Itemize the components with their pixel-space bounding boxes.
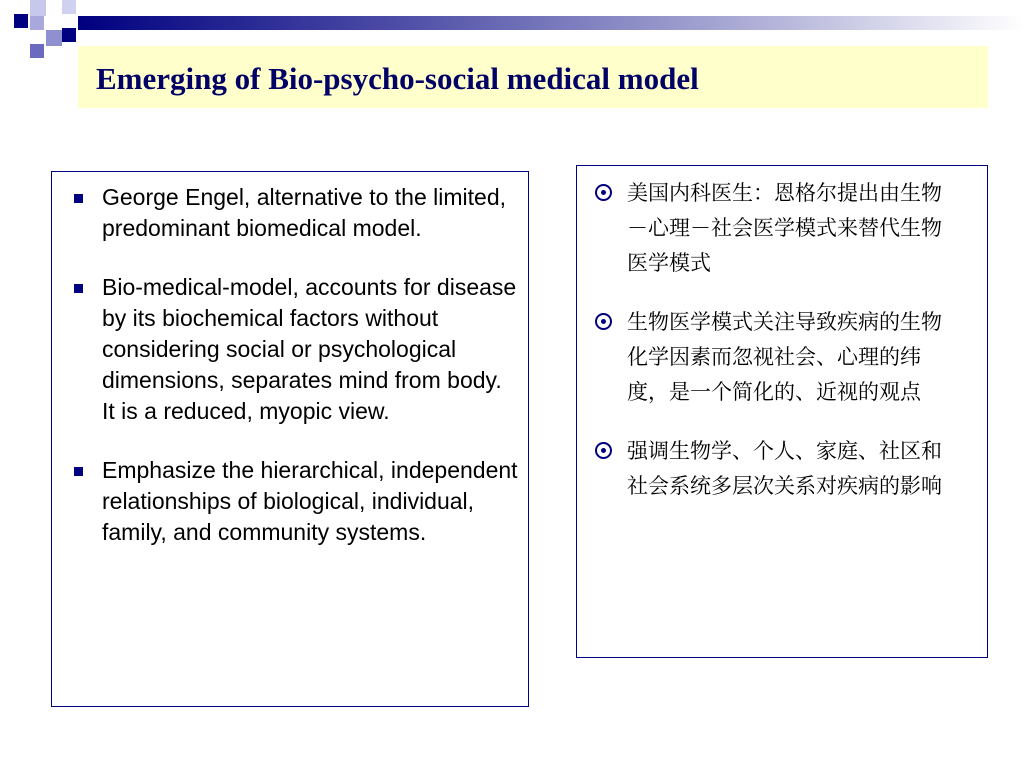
decor-square — [30, 16, 44, 30]
header-gradient-bar — [78, 16, 1024, 30]
slide-title: Emerging of Bio-psycho-social medical model — [96, 61, 699, 96]
list-item — [589, 176, 957, 281]
list-item-text: 生物医学模式关注导致疾病的生物化学因素而忽视社会、心理的纬度，是一个简化的、近视的观点 — [627, 310, 942, 404]
decor-square — [30, 0, 46, 16]
list-item — [66, 455, 520, 548]
decor-square — [14, 14, 28, 28]
target-bullet-icon — [595, 442, 612, 459]
english-text-box — [51, 171, 529, 707]
decor-square — [46, 30, 62, 46]
decor-square — [62, 28, 76, 42]
chinese-text-box — [576, 165, 988, 658]
list-item — [589, 434, 957, 504]
list-item-text: Bio-medical-model, accounts for disease by its biochemical factors without considering social or psychological dimensions, separates mind from body. It is a reduced, myopic view. — [102, 274, 517, 424]
list-item-text: George Engel, alternative to the limited, predominant biomedical model. — [102, 184, 507, 241]
list-item — [589, 305, 957, 410]
english-bullet-list — [66, 182, 520, 548]
list-item — [66, 272, 520, 427]
decor-square — [30, 44, 44, 58]
list-item — [66, 182, 520, 244]
square-bullet-icon — [74, 284, 83, 293]
list-item-text: Emphasize the hierarchical, independent relationships of biological, individual, family, and community systems. — [102, 457, 518, 545]
square-bullet-icon — [74, 194, 83, 203]
target-bullet-icon — [595, 184, 612, 201]
square-bullet-icon — [74, 467, 83, 476]
decor-square — [62, 0, 76, 14]
list-item-text: 强调生物学、个人、家庭、社区和社会系统多层次关系对疾病的影响 — [627, 439, 942, 498]
list-item-text: 美国内科医生：恩格尔提出由生物－心理－社会医学模式来替代生物医学模式 — [627, 181, 942, 275]
target-bullet-icon — [595, 313, 612, 330]
chinese-bullet-list — [589, 176, 987, 504]
